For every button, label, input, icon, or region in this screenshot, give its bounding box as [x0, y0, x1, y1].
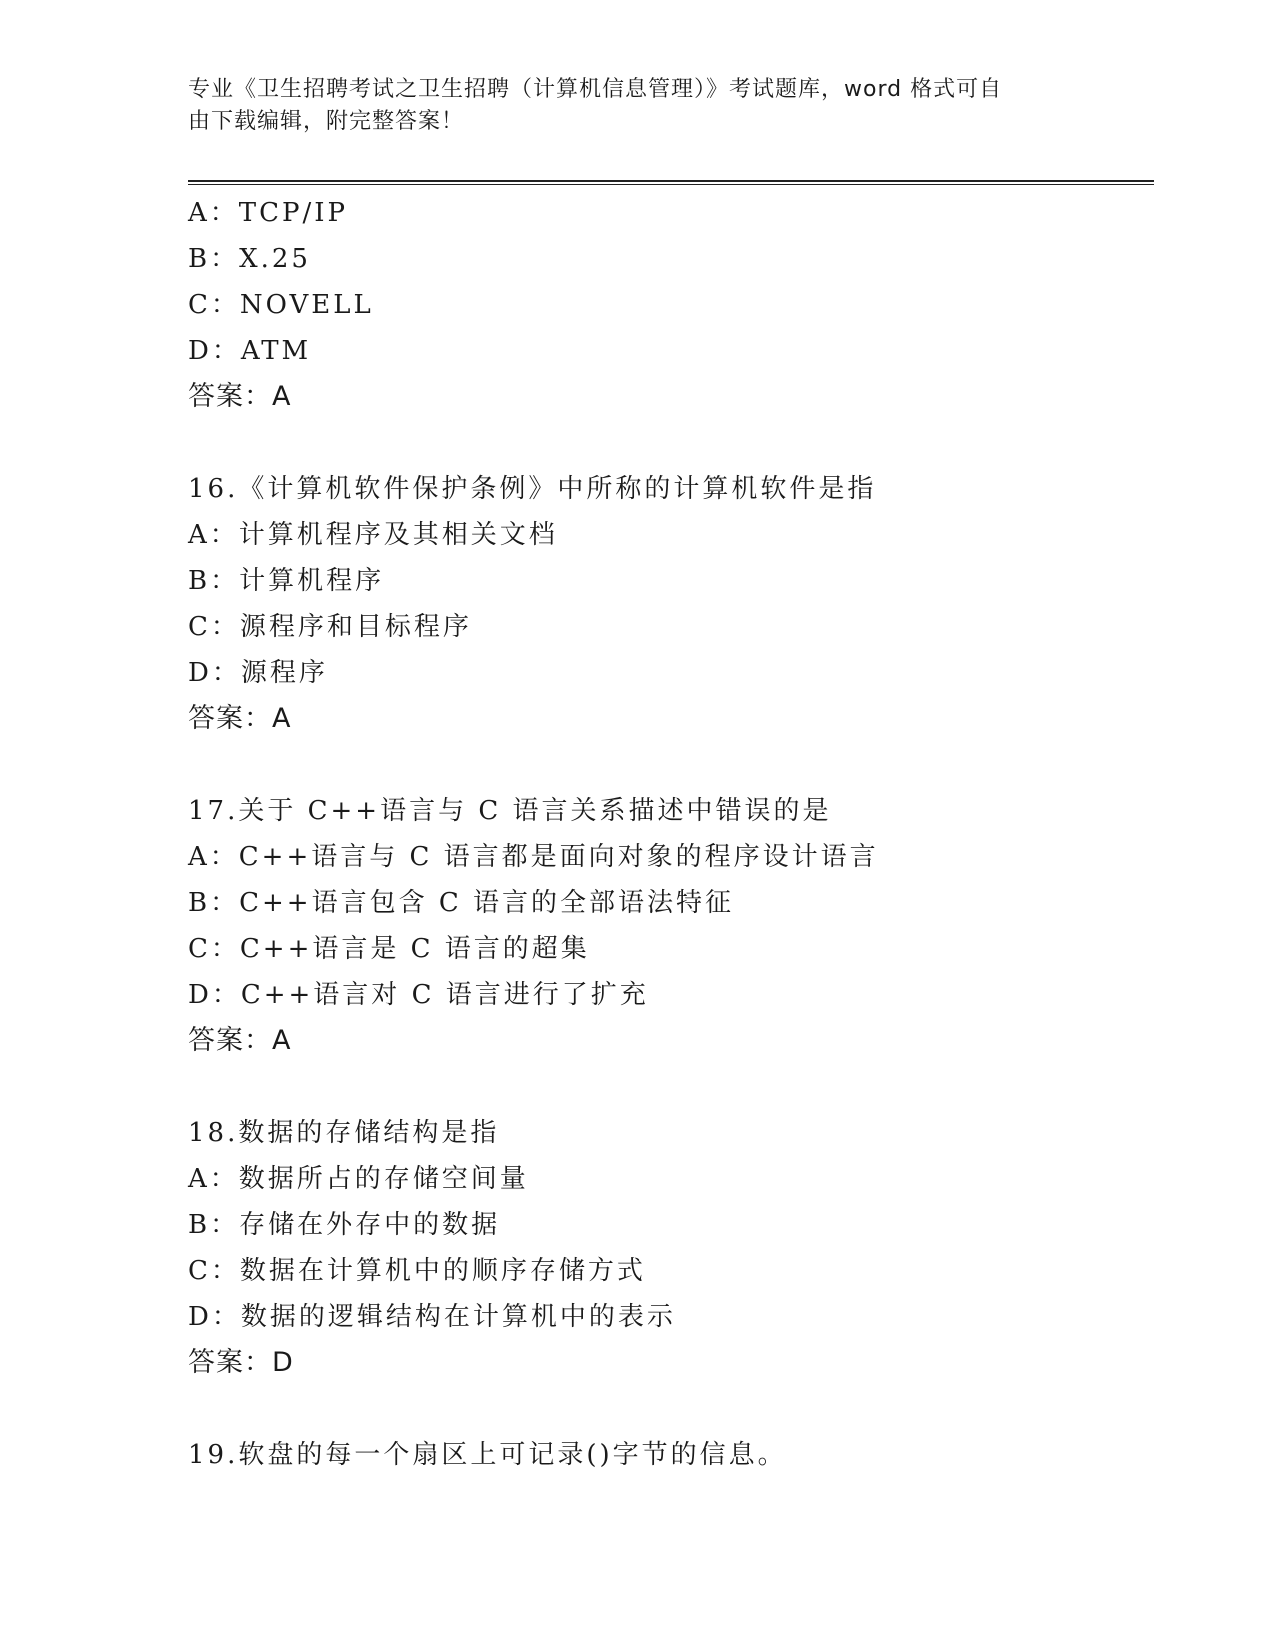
option-d: D：ATM [188, 336, 312, 366]
option-c: C：NOVELL [188, 290, 374, 320]
spacer [188, 742, 1148, 788]
option-a: A：TCP/IP [188, 198, 349, 228]
spacer [188, 420, 1148, 466]
option-b: B：存储在外存中的数据 [188, 1210, 501, 1240]
answer-label: 答案：D [188, 1347, 294, 1378]
answer-label: 答案：A [188, 1025, 292, 1056]
option-a: A：计算机程序及其相关文档 [188, 520, 558, 550]
option-c: C：数据在计算机中的顺序存储方式 [188, 1256, 646, 1286]
header-line-1: 专业《卫生招聘考试之卫生招聘（计算机信息管理）》考试题库，word 格式可自 [188, 77, 1003, 102]
question-text: 16.《计算机软件保护条例》中所称的计算机软件是指 [188, 474, 877, 504]
question-text: 19.软盘的每一个扇区上可记录()字节的信息。 [188, 1440, 787, 1470]
question-text: 17.关于 C++语言与 C 语言关系描述中错误的是 [188, 796, 832, 826]
header-divider-thin [188, 184, 1154, 185]
question-15 [188, 190, 1148, 420]
option-c: C：C++语言是 C 语言的超集 [188, 934, 590, 964]
question-18 [188, 1110, 1148, 1386]
spacer [188, 1386, 1148, 1432]
option-b: B：X.25 [188, 244, 311, 274]
question-16 [188, 466, 1148, 742]
option-a: A：数据所占的存储空间量 [188, 1164, 529, 1194]
option-b: B：C++语言包含 C 语言的全部语法特征 [188, 888, 734, 918]
spacer [188, 1064, 1148, 1110]
header-line-2: 由下载编辑，附完整答案！ [188, 109, 465, 134]
question-17 [188, 788, 1148, 1064]
answer-label: 答案：A [188, 703, 292, 734]
option-d: D：源程序 [188, 658, 328, 688]
question-list [188, 190, 1148, 1478]
option-b: B：计算机程序 [188, 566, 385, 596]
option-c: C：源程序和目标程序 [188, 612, 472, 642]
header-divider [188, 180, 1154, 182]
answer-label: 答案：A [188, 381, 292, 412]
option-d: D：数据的逻辑结构在计算机中的表示 [188, 1302, 676, 1332]
question-text: 18.数据的存储结构是指 [188, 1118, 500, 1148]
question-19 [188, 1432, 1148, 1478]
option-d: D：C++语言对 C 语言进行了扩充 [188, 980, 649, 1010]
option-a: A：C++语言与 C 语言都是面向对象的程序设计语言 [188, 842, 879, 872]
document-header [188, 74, 1088, 138]
